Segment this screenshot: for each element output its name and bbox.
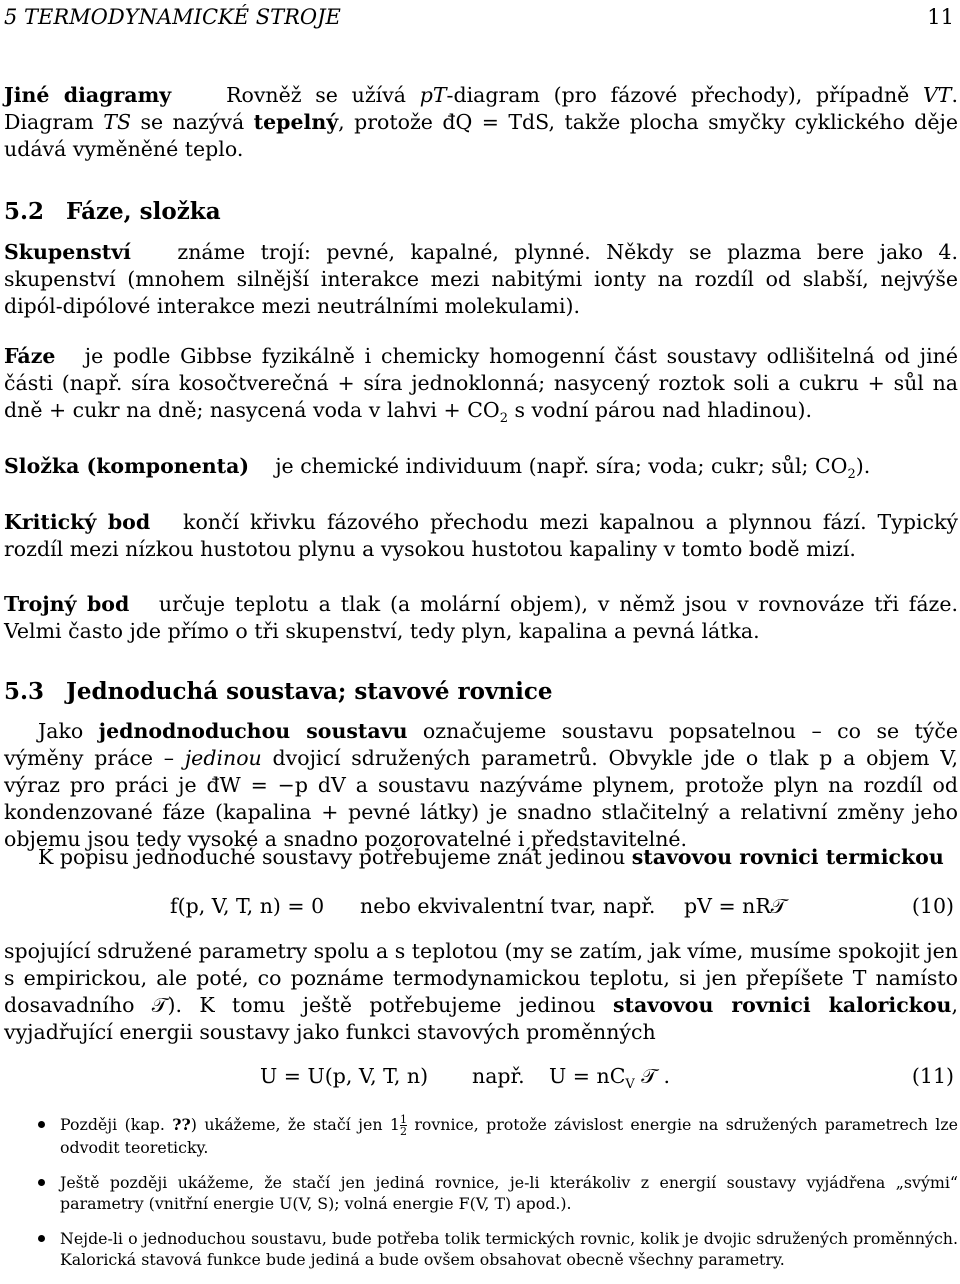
text: ). bbox=[855, 454, 871, 478]
text: ) ukážeme, že stačí jen 1 bbox=[190, 1115, 400, 1134]
reference-link[interactable]: ?? bbox=[172, 1115, 191, 1134]
text: je podle Gibbse fyzikálně i chemicky homogenní část soustavy odlišitelná od jiné části (např. síra kosočtverečná + síra jednoklonná; nasycený roztok soli a cukru + sůl na dně + cukr na dně; nasycená voda v lahvi + CO bbox=[4, 344, 958, 422]
fraction bbox=[400, 1114, 407, 1137]
section-heading-5-3 bbox=[4, 678, 552, 705]
term-tepelny: tepelný bbox=[253, 110, 339, 134]
term-slozka: Složka (komponenta) bbox=[4, 454, 250, 478]
equation-number: (11) bbox=[911, 1064, 954, 1088]
subscript: V bbox=[625, 1077, 635, 1093]
equation-rhs-main: U = nC bbox=[549, 1064, 626, 1088]
paragraph-faze bbox=[4, 343, 958, 427]
text: Později (kap. bbox=[60, 1115, 173, 1134]
math-pt: pT bbox=[419, 83, 447, 107]
emph-jedinou: jedinou bbox=[184, 746, 262, 770]
subscript: 2 bbox=[499, 411, 508, 427]
text: rovnice, protože závislost energie na sdružených parametrech lze odvodit teoreticky. bbox=[60, 1115, 958, 1157]
list-item bbox=[4, 1172, 958, 1214]
term-other-diagrams: Jiné diagramy bbox=[4, 83, 172, 107]
page-number: 11 bbox=[927, 5, 954, 29]
paragraph-kriticky-bod bbox=[4, 509, 958, 563]
equation-rhs bbox=[549, 1063, 671, 1093]
fraction-denominator: 2 bbox=[399, 1125, 407, 1138]
text: končí křivku fázového přechodu mezi kapalnou a plynnou fází. Typický rozdíl mezi nízkou hustotou plynu a vysokou hustotou kapaliny v tomto bodě mizí. bbox=[4, 510, 958, 561]
text: Jako bbox=[38, 719, 99, 743]
chapter-title: 5 TERMODYNAMICKÉ STROJE bbox=[4, 5, 341, 29]
math-ts: TS bbox=[103, 110, 131, 134]
fraction-numerator: 1 bbox=[399, 1113, 407, 1126]
section-heading-5-2 bbox=[4, 198, 221, 225]
text: . Diagram bbox=[4, 83, 959, 134]
text: -diagram (pro fázové přechody), případně bbox=[446, 83, 923, 107]
equation-text: např. bbox=[472, 1064, 525, 1088]
term-faze: Fáze bbox=[4, 344, 56, 368]
equation-rhs: pV = nR𝒯 bbox=[684, 894, 787, 918]
equation-text: nebo ekvivalentní tvar, např. bbox=[360, 894, 656, 918]
term-termicka-rovnice: stavovou rovnici termickou bbox=[631, 845, 944, 869]
equation-lhs: f(p, V, T, n) = 0 bbox=[170, 894, 325, 918]
equation-number: (10) bbox=[911, 894, 954, 918]
bullet-icon bbox=[38, 1179, 45, 1186]
text: s vodní párou nad hladinou). bbox=[507, 398, 813, 422]
text: je chemické individuum (např. síra; voda; cukr; sůl; CO bbox=[275, 454, 848, 478]
math-vt: VT bbox=[923, 83, 952, 107]
text: označujeme soustavu popsatelnou – co se týče výměny práce – bbox=[4, 719, 958, 770]
text: se nazývá bbox=[130, 110, 254, 134]
paragraph-other-diagrams bbox=[4, 82, 958, 163]
term-skupenstvi: Skupenství bbox=[4, 240, 131, 264]
section-number: 5.3 bbox=[4, 678, 45, 705]
text: , protože đQ = TdS, takže plocha smyčky cyklického děje udává vyměněné teplo. bbox=[4, 110, 959, 161]
term-trojny-bod: Trojný bod bbox=[4, 592, 130, 616]
paragraph-caloric bbox=[4, 938, 958, 1046]
bullet-list bbox=[4, 1114, 958, 1284]
section-title: Jednoduchá soustava; stavové rovnice bbox=[66, 678, 553, 705]
text: známe trojí: pevné, kapalné, plynné. Někdy se plazma bere jako 4. skupenství (mnohem silnější interakce mezi nabitými ionty na rozdíl od slabší, nejvýše dipól-dipólové interakce mezi neutrálními molekulami). bbox=[4, 240, 958, 318]
section-number: 5.2 bbox=[4, 198, 45, 225]
bullet-icon bbox=[38, 1121, 45, 1128]
equation-11 bbox=[4, 1063, 958, 1093]
equation-rhs-tail: 𝒯 . bbox=[641, 1064, 671, 1088]
equation-10 bbox=[4, 893, 958, 923]
text: Ještě později ukážeme, že stačí jen jediná rovnice, je-li kterákoliv z energií soustavy vyjádřena „svými“ parametry (vnitřní energie U(V, S); volná energie F(V, T) apod.). bbox=[60, 1173, 958, 1213]
paragraph-state-equation bbox=[4, 844, 958, 871]
term-kaloricka-rovnice: stavovou rovnici kalorickou bbox=[613, 993, 952, 1017]
list-item bbox=[4, 1114, 958, 1158]
paragraph-trojny-bod bbox=[4, 591, 958, 645]
subscript: 2 bbox=[847, 467, 856, 483]
text: určuje teplotu a tlak (a molární objem), v němž jsou v rovnováze tři fáze. Velmi často jde přímo o tři skupenství, tedy plyn, kapalina a pevná látka. bbox=[4, 592, 958, 643]
paragraph-simple-system bbox=[4, 718, 958, 853]
running-head bbox=[4, 4, 958, 31]
equation-lhs: U = U(p, V, T, n) bbox=[260, 1064, 429, 1088]
text: Nejde-li o jednoduchou soustavu, bude potřeba tolik termických rovnic, kolik je dvojic sdružených proměnných. Kalorická stavová funkce bude jediná a bude ovšem obsahovat obecně všechny parametry. bbox=[60, 1229, 958, 1269]
text: spojující sdružené parametry spolu a s teplotou (my se zatím, jak víme, musíme spokojit jen s empirickou, ale poté, co poznáme termodynamickou teplotu, si jen přepíšete T namísto dosavadního 𝒯). K tomu ještě potřebujeme jedinou bbox=[4, 939, 958, 1017]
section-title: Fáze, složka bbox=[66, 198, 221, 225]
paragraph-slozka bbox=[4, 453, 958, 483]
term-kriticky-bod: Kritický bod bbox=[4, 510, 151, 534]
text: K popisu jednoduché soustavy potřebujeme znát jedinou bbox=[38, 845, 632, 869]
bullet-icon bbox=[38, 1235, 45, 1242]
term-jednoducha-soustava: jednodnoduchou soustavu bbox=[98, 719, 408, 743]
text: , vyjadřující energii soustavy jako funkci stavových proměnných bbox=[4, 993, 958, 1044]
text: dvojicí sdružených parametrů. Obvykle jde o tlak p a objem V, výraz pro práci je đW = −p dV a soustavu nazýváme plynem, protože plyn na rozdíl od kondenzované fáze (kapalina + pevné látky) je snadno stlačitelný a relativní změny jeho objemu jsou tedy vysoké a snadno pozorovatelné i představitelné. bbox=[4, 746, 958, 851]
paragraph-skupenstvi bbox=[4, 239, 958, 320]
list-item bbox=[4, 1228, 958, 1270]
text: Rovněž se užívá bbox=[226, 83, 420, 107]
